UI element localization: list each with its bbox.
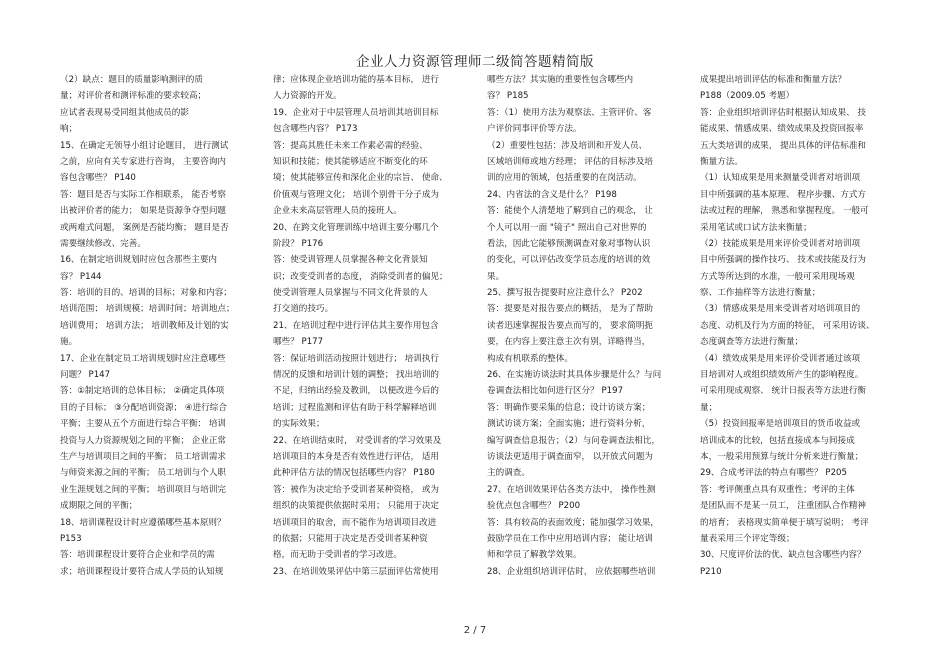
text-line: 情况的反馈和培训计划的调整； 找出培训的 [273,370,440,381]
text-line: 施。 [60,337,78,348]
text-line: 个人可以用一面 "镜子" 照出自己对世界的 [487,222,647,233]
text-line: 要，在内容上要注意主次有别，详略得当， [487,337,651,348]
text-line: 应试者表现易受同组其他成员的影 [60,107,189,118]
text-line: 答：明确作要采集的信息；设计访谈方案； [487,402,651,413]
text-line: 阶段？ P176 [273,238,324,249]
text-line: 包含哪些内容？ P173 [273,124,358,135]
text-line: 之前，应向有关专家进行咨询， 主要咨询内 [60,156,227,167]
text-line: 能成果、情感成果、绩效成果及投资回报率 [700,124,864,135]
text-line: 企业未来高层管理人员的接班人。 [273,206,402,217]
text-line: 方式等所达到的水准，一般可采用现场观 [700,271,855,282]
text-line: 培训项目的取舍，而不能作为培训项目改进 [273,517,437,528]
page-number: 2 / 7 [463,625,487,636]
text-line: 读者迅速掌握报告要点而写的， 要求简明扼 [487,320,654,331]
text-line: 果。 [487,271,505,282]
text-line: 培训；过程监测和评估有助于科学解释培训 [273,402,437,413]
text-line: 量；对评价者和测评标准的要求较高； [60,91,207,102]
text-line: 人力资源的开发。 [273,91,342,102]
text-line: 的依据；只能用于决定是否受训者某种资 [273,533,428,544]
text-line: 平衡；主要从五个方面进行综合平衡： 培训 [60,419,227,430]
text-line: 师和学员了解教学效果。 [487,550,582,561]
text-line: 主的调查。 [487,468,530,479]
text-line: 答：企业组织培训评估时根据认知成果、 技 [700,107,867,118]
text-line: 答：提高其胜任未来工作素必需的经验、 [273,140,428,151]
text-line: 成期限之间的平衡； [60,501,138,512]
text-line: 哪些？ P177 [273,337,324,348]
text-line: 与师资来源之间的平衡； 员工培训与个人职 [60,468,227,479]
text-line: 格，而无助于受训者的学习改进。 [273,550,402,561]
text-line: 组织的决策提供依据时采用； 只能用于决定 [273,501,440,512]
text-column-4 [700,72,886,580]
text-line: 20、在跨文化管理训练中培训主要分哪几个 [273,222,439,233]
text-line: 需要继续修改、完善。 [60,238,146,249]
text-line: 训的应用的领域，包括重要的在岗活动。 [487,173,642,184]
text-line: 业生涯规划之间的平衡； 培训项目与培训完 [60,484,227,495]
text-line: 目培训对人或组织绩效所产生的影响程度。 [700,370,864,381]
text-line: 17、企业在制定员工培训规划时应注意哪些 [60,353,226,364]
text-line: 采用笔试或口试方法来衡量； [700,222,812,233]
text-line: （5）投资回报率是培训项目的货币收益或 [700,419,861,430]
text-line: 价值观与管理文化； 培训个别骨干分子成为 [273,189,440,200]
text-line: 响； [60,124,78,135]
text-line: 律；应体现企业培训功能的基本目标， 进行 [273,75,440,85]
text-line: （3）情感成果是用来受训者对培训项目的 [700,304,861,315]
text-line: 卷调查法相比如何进行区分？ P197 [487,386,624,397]
text-line: 不足，归纳出经验及教训， 以便改进今后的 [273,386,440,397]
text-line: 衡量方法。 [700,156,743,167]
text-line: 识；改变受训者的态度， 消除受训者的偏见； [273,271,448,282]
text-line: （2）重要性包括：涉及培训和开发人员、 [487,140,648,151]
text-line: 答：①制定培训的总体目标； ②确定具体项 [60,386,225,397]
text-line: 答：培训课程设计要符合企业和学员的需 [60,550,215,561]
text-line: （2）技能成果是用来评价受训者对培训项 [700,238,861,249]
text-line: 24、内省法的含义是什么？ P198 [487,189,617,200]
text-line: 使受训管理人员掌握与不同文化背景的人 [273,288,428,299]
text-line: 求；培训课程设计要符合成人学员的认知规 [60,566,224,577]
text-line: 18、培训课程设计时应遵循哪些基本原则？ [60,517,226,528]
text-line: 是团队而不是某一员工， 注重团队合作精神 [700,501,867,512]
text-line: 量； [700,402,718,413]
text-line: 27、在培训效果评估各类方法中， 操作性测 [487,484,656,495]
text-line: 验优点包含哪些？ P200 [487,501,581,512]
text-line: 15、在确定无领导小组讨论题目， 进行测试 [60,140,229,151]
text-line: 本，一般采用预算与统计分析来进行衡量； [700,451,864,462]
text-line: 29、合成考评法的特点有哪些？ P205 [700,468,847,479]
text-line: 答：被作为决定给予受训者某种资格， 或为 [273,484,440,495]
text-line: P188（2009.05 考题） [700,91,795,102]
text-line: 19、企业对于中层管理人员培训其培训目标 [273,107,439,118]
text-line: 答：具有较高的表面效度；能加强学习效果， [487,517,659,528]
text-line: 编写调查信息报告；（2）与问卷调查法相比， [487,435,661,446]
text-line: 答：能使个人清楚地了解到自己的观念， 让 [487,206,654,217]
text-line: 26、在实施访谈法时其具体步骤是什么？与问 [487,370,662,381]
text-line: 培训成本的比较，包括直接成本与间接成 [700,435,855,446]
text-line: 答：题目是否与实际工作相联系， 能否考察 [60,189,227,200]
text-line: 境；使其能够宣传和深化企业的宗旨、 使命、 [273,173,448,184]
text-line: 五大类培训的成果， 提出具体的评估标准和 [700,140,867,151]
text-line: （2）缺点：题目的质量影响测评的质 [60,75,203,85]
text-line: 答：考评侧重点具有双重性；考评的主体 [700,484,855,495]
text-column-1 [60,72,246,580]
text-line: 培训项目的本身是否有效性进行评估， 适用 [273,451,440,462]
text-line: 访谈法更适用于调查面窄， 以开放式问题为 [487,451,654,462]
text-line: 打交道的技巧。 [273,304,334,315]
text-line: 看法，因此它能够预测调查对象对事物认识 [487,238,651,249]
text-line: 生产与培训项目之间的平衡； 员工培训需求 [60,451,227,462]
text-line: 出被评价者的能力； 如果是资源争夺型问题 [60,206,227,217]
text-line: 16、在制定培训规划时应包含那些主要内 [60,255,218,266]
text-line: 答：提要是对报告要点的概括， 是为了帮助 [487,304,654,315]
text-line: 答：（1）使用方法为观察法、主管评价、客 [487,107,652,118]
text-line: 问题？ P147 [60,370,111,381]
text-line: 察、工作抽样等方法进行衡量； [700,288,821,299]
text-line: 的培育； 表格现实简单便于填写说明； 考评 [700,517,869,528]
text-line: 知识和技能；使其能够适应不断变化的环 [273,156,428,167]
text-line: 答：培训的目的、培训的目标；对象和内容； [60,288,232,299]
text-column-3 [487,72,673,580]
text-line: 30、尺度评价法的优、缺点包含哪些内容？ [700,550,866,561]
text-line: 容？ P185 [487,91,529,102]
text-line: （4）绩效成果是用来评价受训者通过该项 [700,353,861,364]
text-line: 22、在培训结束时， 对受训者的学习效果及 [273,435,442,446]
text-line: （1）认知成果是用来测量受训者对培训项 [700,173,861,184]
text-line: 鼓励学员在工作中应用培训内容； 能让培训 [487,533,654,544]
text-line: 培训范围； 培训规模；培训时间；培训地点； [60,304,235,315]
text-line: 28、企业组织培训评估时， 应依据哪些培训 [487,566,656,577]
text-line: 态度、动机及行为方面的特征， 可采用访谈、 [700,320,875,331]
text-line: 测试访谈方案；全面实施；进行资料分析， [487,419,651,430]
text-line: P153 [60,533,82,544]
text-line: 目中所强调的操作技巧、 技术或技能及行为 [700,255,867,266]
text-line: 区域培训师或地方经理； 评估的目标涉及培 [487,156,654,167]
text-line: 投资与人力资源规划之间的平衡； 企业正常 [60,435,227,446]
text-line: 此种评估方法的情况包括哪些内容？ P180 [273,468,435,479]
text-column-2 [273,72,459,580]
text-line: 答：保证培训活动按照计划进行； 培训执行 [273,353,440,364]
text-line: 23、在培训效果评估中第三层面评估常使用 [273,566,439,577]
text-line: 21、在培训过程中进行评估其主要作用包含 [273,320,439,331]
text-line: 量表采用三个评定等级； [700,533,795,544]
text-line: 容？ P144 [60,271,102,282]
document-title: 企业人力资源管理师二级简答题精简版 [356,54,594,70]
text-line: 构成有机联系的整体。 [487,353,573,364]
text-line: 答：使受训管理人员掌握各种文化背景知 [273,255,428,266]
text-line: 25、撰写报告提要时应注意什么？ P202 [487,288,643,299]
text-line: 目中所强调的基本原理、 程序步骤、方式方 [700,189,867,200]
text-line: 的实际效果； [273,419,325,430]
text-line: 或两难式问题， 案例是否能均衡； 题目是否 [60,222,229,233]
text-line: 哪些方法？其实施的重要性包含哪些内 [487,75,634,85]
text-line: 的变化，可以评估改变学员态度的培训的效 [487,255,651,266]
text-line: 可采用现成观察、 统计日报表等方法进行衡 [700,386,867,397]
text-line: 法或过程的理解， 熟悉和掌握程度。 一般可 [700,206,869,217]
text-line: 态度调查等方法进行衡量； [700,337,804,348]
text-line: P210 [700,566,722,577]
text-line: 培训费用； 培训方法； 培训教师及计划的实 [60,320,229,331]
text-line: 成果提出培训评估的标准和衡量方法？ [700,75,847,85]
text-line: 目的子目标； ③分配培训资源； ④进行综合 [60,402,227,413]
text-line: 户评价同事评价等方法。 [487,124,582,135]
text-line: 容包含哪些？ P140 [60,173,136,184]
